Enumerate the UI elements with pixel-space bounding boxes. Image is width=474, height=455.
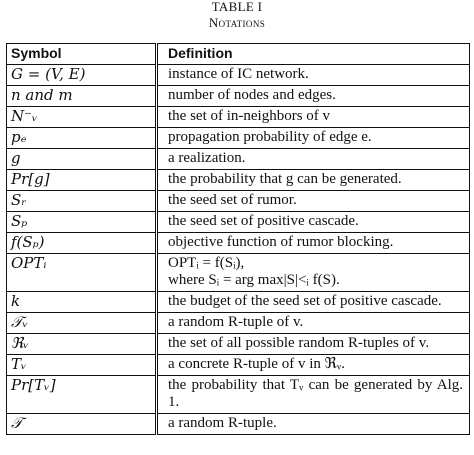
header-definition: Definition [157, 44, 470, 65]
table-row [7, 107, 470, 128]
table-row [7, 149, 470, 170]
definition-cell: the seed set of rumor. [157, 191, 470, 212]
definition-cell: the set of in-neighbors of v [157, 107, 470, 128]
definition-cell: the probability that g can be generated. [157, 170, 470, 191]
symbol-cell: ℜᵥ [7, 334, 157, 355]
table-row [7, 334, 470, 355]
notations-table [6, 43, 470, 435]
symbol-cell: Sᵣ [7, 191, 157, 212]
definition-cell: a concrete R-tuple of v in ℜᵥ. [157, 355, 470, 376]
definition-cell: instance of IC network. [157, 65, 470, 86]
definition-cell: number of nodes and edges. [157, 86, 470, 107]
table-row [7, 191, 470, 212]
table-row [7, 313, 470, 334]
symbol-cell: pₑ [7, 128, 157, 149]
table-row [7, 355, 470, 376]
table-title: Notations [208, 15, 266, 30]
table-row [7, 254, 470, 292]
table-row [7, 233, 470, 254]
table-row [7, 65, 470, 86]
table-row [7, 292, 470, 313]
symbol-cell: k [7, 292, 157, 313]
definition-cell: a random R-tuple of v. [157, 313, 470, 334]
table-row [7, 376, 470, 414]
symbol-cell: Pr[g] [7, 170, 157, 191]
definition-cell: objective function of rumor blocking. [157, 233, 470, 254]
symbol-cell: G = (V, E) [7, 65, 157, 86]
symbol-cell: Pr[Tᵥ] [7, 376, 157, 414]
definition-cell: propagation probability of edge e. [157, 128, 470, 149]
symbol-cell: OPTᵢ [7, 254, 157, 292]
definition-cell: the budget of the seed set of positive cascade. [157, 292, 470, 313]
definition-cell: the probability that Tᵥ can be generated by Alg. 1. [157, 376, 470, 414]
definition-cell: OPTᵢ = f(Sᵢ), where Sᵢ = arg max|S|<ᵢ f(S). [157, 254, 470, 292]
table-row [7, 128, 470, 149]
header-symbol: Symbol [7, 44, 157, 65]
table-header-row [7, 44, 470, 65]
symbol-cell: N⁻ᵥ [7, 107, 157, 128]
table-row [7, 414, 470, 435]
definition-cell: a random R-tuple. [157, 414, 470, 435]
symbol-cell: f(Sₚ) [7, 233, 157, 254]
definition-cell: the set of all possible random R-tuples of v. [157, 334, 470, 355]
definition-cell: a realization. [157, 149, 470, 170]
symbol-cell: Tᵥ [7, 355, 157, 376]
table-row [7, 212, 470, 233]
symbol-cell: g [7, 149, 157, 170]
table-row [7, 86, 470, 107]
symbol-cell: 𝒯 [7, 414, 157, 435]
symbol-cell: Sₚ [7, 212, 157, 233]
definition-cell: the seed set of positive cascade. [157, 212, 470, 233]
symbol-cell: n and m [7, 86, 157, 107]
table-label: TABLE I [211, 0, 263, 14]
table-row [7, 170, 470, 191]
symbol-cell: 𝒯ᵥ [7, 313, 157, 334]
